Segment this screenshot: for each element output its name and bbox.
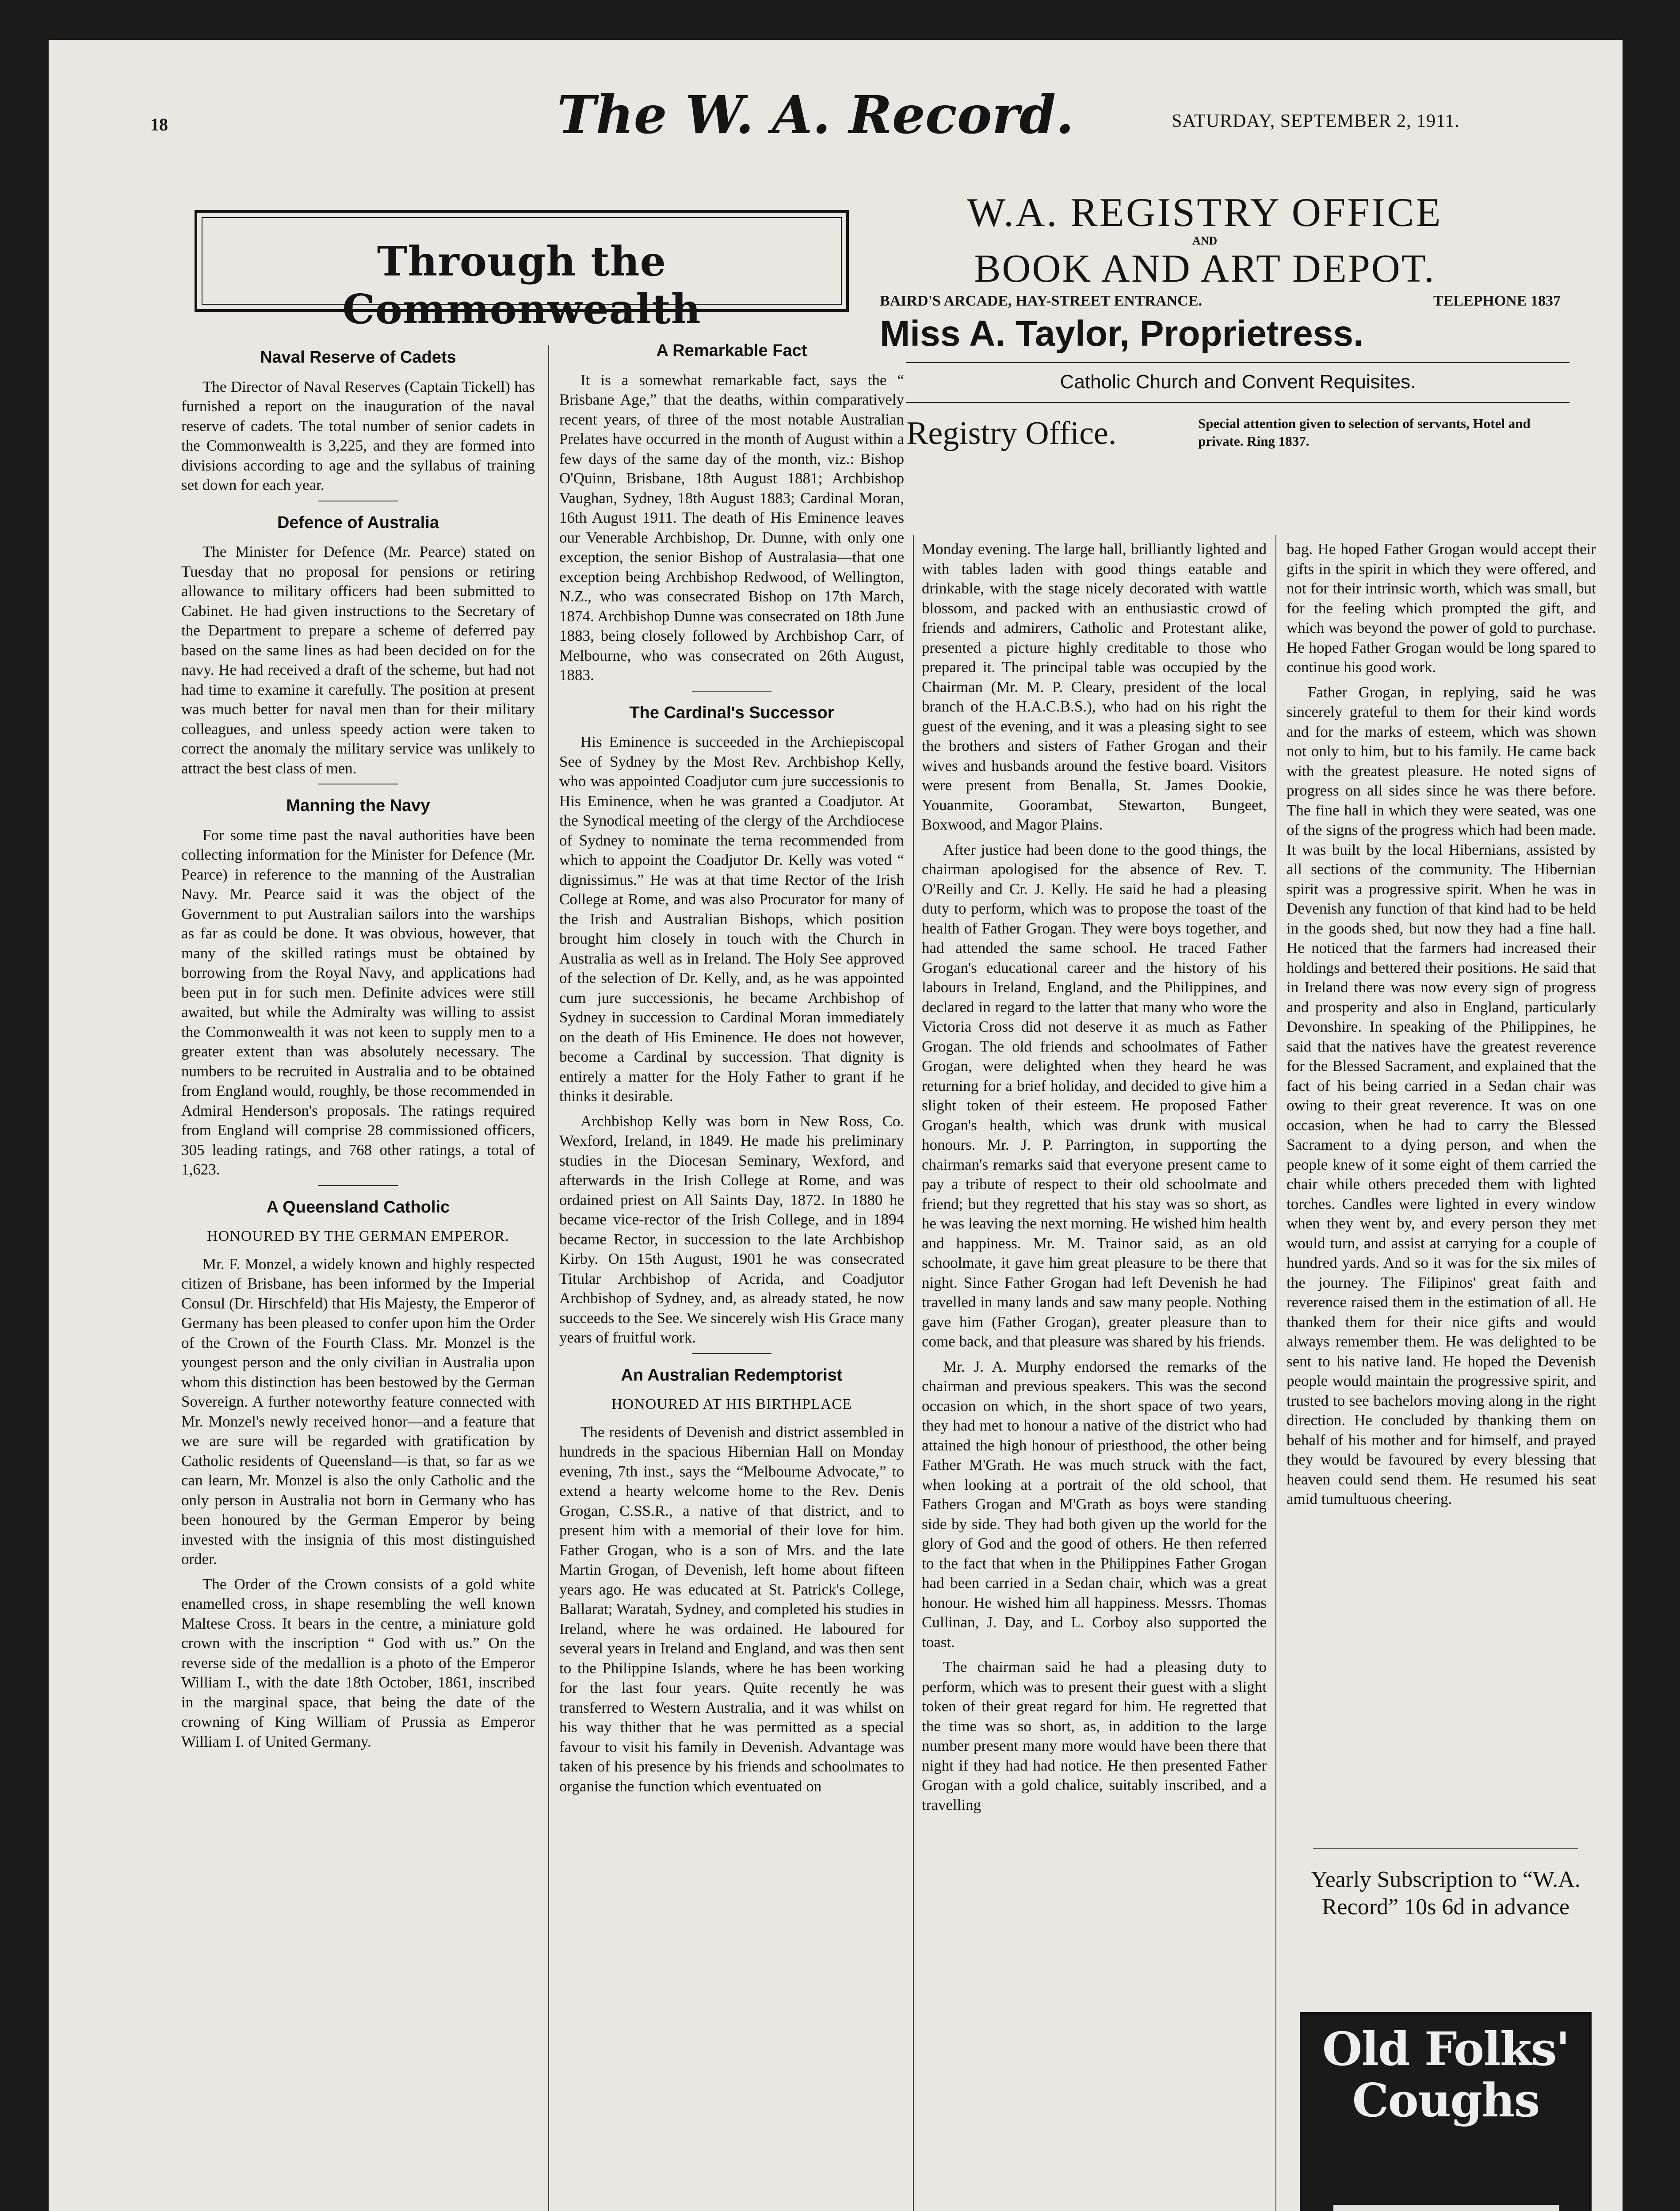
redemptorist-text: The residents of Devenish and district assembled in hundreds in the spacious Hibernian Hall on Monday evening, 7th inst., says the “Melbourne Advocate,” to extend a hearty welcome home to the Rev. Denis Grogan, C.SS.R., a native of that district, and to present him with a memorial of their love for him. Father Grogan, who is a son of Mrs. and the late Martin Grogan, of Devenish, left home about fifteen years ago. He was educated at St. Patrick's College, Ballarat; Waratah, Sydney, and completed his studies in Ireland, where he was ordained. He laboured for several years in Ireland and England, and was then sent to the Philippine Islands, where he has been working for the last four years. Quite recently he was transferred to Western Australia, and it was whilst on his way thither that he was permitted as a special favour to visit his family in Devenish. Advantage was taken of his presence by his friends and schoolmates to organise the function which eventuated on: [559, 1423, 904, 1795]
defence-text: The Minister for Defence (Mr. Pearce) stated on Tuesday that no proposal for pensions or retiring allowance to military officers had been submitted to Cabinet. He had given instructions to the Secretary of the Department to prepare a scheme of deferred pay based on the same lines as had been decided on for the navy. He had received a draft of the scheme, but had not had time to examine it carefully. The position at present was much better for naval men than for their military colleagues, and unless speedy action were taken to correct the anomaly the military service was unlikely to attract the best class of men.: [181, 543, 535, 777]
divider: [692, 691, 771, 692]
registry-address: BAIRD'S ARCADE, HAY-STREET ENTRANCE.: [880, 293, 1202, 309]
registry-telephone: TELEPHONE 1837: [1433, 293, 1561, 309]
column-rule-2: [913, 535, 914, 2211]
masthead-date: SATURDAY, SEPTEMBER 2, 1911.: [1172, 111, 1460, 131]
peps-body-panel: [1333, 2205, 1559, 2211]
column-4: [1287, 539, 1596, 1813]
queensland-text-1: Mr. F. Monzel, a widely known and highly respected citizen of Brisbane, has been informed by the Imperial Consul (Dr. Hirschfeld) that His Majesty, the Emperor of Germany has been pleased to confer upon him the Order of the Crown of the Fourth Class. Mr. Monzel is the youngest person and the only civilian in Australia upon whom this distinction has been bestowed by the German Sovereign. A further noteworthy feature connected with Mr. Monzel's newly received honor—and a feature that we are sure will be regarded with gratification by Catholic residents of Queensland—is that, so far as we can learn, Mr. Monzel is also the only Catholic and the only person in Australia not born in Germany who has been honoured by the German Emperor by being invested with the insignia of this most distinguished order.: [181, 1255, 535, 1568]
fact-heading: A Remarkable Fact: [656, 341, 807, 360]
subscription-rule: [1313, 1848, 1578, 1849]
column-3: [922, 539, 1267, 2211]
registry-office-note: Special attention given to selection of servants, Hotel and private. Ring 1837.: [1198, 416, 1531, 449]
section-banner-title: Through the Commonwealth: [342, 237, 701, 333]
registry-rule-1: [906, 362, 1569, 363]
queensland-subheading: HONOURED BY THE GERMAN EMPEROR.: [207, 1228, 509, 1244]
section-banner-box: [195, 210, 849, 333]
column-2: [559, 329, 904, 2211]
masthead-title: The W. A. Record.: [557, 84, 1074, 145]
col4-text-1: bag. He hoped Father Grogan would accept their gifts in the spirit in which they were offered, and not for their intrinsic worth, which was small, but for the feeling which prompted the gift, and which was beyond the power of gold to purchase. He hoped Father Grogan would be long spared to continue his good work.: [1287, 540, 1596, 676]
registry-requisites: Catholic Church and Convent Requisites.: [1060, 371, 1416, 393]
fact-text: It is a somewhat remarkable fact, says the “ Brisbane Age,” that the deaths, within comparatively recent years, of three of the most notable Australian Prelates have occurred in the month of August within a few days of the same day of the month, viz.: Bishop O'Quinn, Brisbane, 18th August 1881; Archbishop Vaughan, Sydney, 18th August 1883; Cardinal Moran, 16th August 1911. The death of His Eminence leaves our Venerable Archbishop, Dr. Dunne, with only one exception, the senior Bishop of Australasia—that one exception being Archbishop Redwood, of Wellington, N.Z., who was consecrated Bishop on 17th March, 1874. Archbishop Dunne was consecrated on 18th June 1883, being closely followed by Archbishop Carr, of Melbourne, who was consecrated on 26th August, 1883.: [559, 371, 904, 684]
naval-reserve-text: The Director of Naval Reserves (Captain Tickell) has furnished a report on the inauguration of the naval reserve of cadets. The total number of senior cadets in the Commonwealth is 3,225, and they are formed into divisions according to age and the syllabus of training set down for each year.: [181, 378, 535, 493]
divider: [318, 1185, 398, 1186]
registry-subtitle: BOOK AND ART DEPOT.: [974, 247, 1436, 291]
pine-tree-illustration: [1309, 2205, 1335, 2211]
queensland-heading: A Queensland Catholic: [266, 1197, 450, 1216]
page-number: 18: [150, 115, 168, 134]
column-rule-3: [1275, 535, 1276, 2211]
col3-text-3: Mr. J. A. Murphy endorsed the remarks of the chairman and previous speakers. This was the second occasion on which, in the short space of two years, they had met to honour a native of the district who had attained the high honour of priesthood, the other being Father M'Grath. He was much struck with the fact, when looking at a portrait of the old school, that Fathers Grogan and M'Grath as boys were standing side by side. They had both given up the world for the glory of God and the good of others. He then referred to the fact that when in the Philippines Father Grogan had been carried in a Sedan chair, which was a great honour. He wished him all happiness. Messrs. Thomas Cullinan, J. Day, and L. Corboy also supported the toast.: [922, 1358, 1267, 1651]
registry-title: W.A. REGISTRY OFFICE: [967, 190, 1443, 235]
navy-heading: Manning the Navy: [286, 796, 430, 815]
newspaper-page: [49, 40, 1623, 2211]
col3-text-1: Monday evening. The large hall, brilliantly lighted and with tables laden with good things eatable and drinkable, with the stage nicely decorated with wattle blossom, and packed with an enthusiastic crowd of friends and admirers, Catholic and Protestant alike, presented a picture highly creditable to those who prepared it. The principal table was occupied by the Chairman (Mr. M. P. Cleary, president of the local branch of the H.A.C.B.S.), who had on his right the guest of the evening, and it was a pleasing sight to see the brothers and sisters of Father Grogan and their wives and husbands around the festive board. Visitors were present from Benalla, St. James Dookie, Youanmite, Goorambat, Stewarton, Bungeet, Boxwood, and Magor Plains.: [922, 540, 1267, 833]
registry-proprietress: Miss A. Taylor, Proprietress.: [880, 314, 1363, 354]
navy-text: For some time past the naval authorities have been collecting information for the Minister for Defence (Mr. Pearce) in reference to the manning of the Australian Navy. Mr. Pearce said it was the object of the Government to put Australian sailors into the warships as far as could be done. It was obvious, however, that many of the skilled ratings must be obtained by borrowing from the Royal Navy, and applications had been put in for such men. Definite advices were still awaited, but while the Admiralty was willing to assist the Commonwealth it was not keen to supply men to a greater extent than was absolutely necessary. The numbers to be recruited in Australia and to be obtained from England would, roughly, be those recommended in Admiral Henderson's proposals. The ratings required from England will comprise 28 commissioned officers, 305 leading ratings, and 768 other ratings, a total of 1,623.: [181, 826, 535, 1178]
successor-heading: The Cardinal's Successor: [629, 703, 834, 722]
registry-office-label: Registry Office.: [906, 415, 1117, 451]
registry-and: AND: [1192, 234, 1218, 247]
peps-advert: [1300, 2012, 1592, 2211]
redemptorist-subheading: HONOURED AT HIS BIRTHPLACE: [611, 1396, 852, 1412]
col3-text-4: The chairman said he had a pleasing duty to perform, which was to present their guest with a slight token of their great regard for him. He regretted that the time was so short, as, in addition to the large number present many more would have been there that night if they had had notice. He then presented Father Grogan with a gold chalice, suitably inscribed, and a travelling: [922, 1658, 1267, 1813]
registry-rule-2: [906, 402, 1569, 403]
col4-text-2: Father Grogan, in replying, said he was sincerely grateful to them for their kind words and for the marks of esteem, which was shown not only to him, but to his family. He came back with the greatest pleasure. He noted signs of progress on all sides since he was there before. The fine hall in which they were seated, was one of the signs of the progress which had been made. It was built by the local Hibernians, assisted by all sections of the community. The Hibernian spirit was a progressive spirit. When he was in Devenish any function of that kind had to be held in the goods shed, but now they had a fine hall. He noticed that the farmers had increased their holdings and bettered their positions. He said that in Ireland there was now every sign of progress and prosperity and also in England, particularly Devonshire. In speaking of the Philippines, he said that the natives have the greatest reverence for the Blessed Sacrament, and explained that the fact of his being carried in a Sedan chair was owing to their great reverence. It was on one occasion, when he had to carry the Blessed Sacrament to a dying person, and when the people knew of it some eight of them carried the chair while others preceded them with lighted torches. Candles were lighted in every window when they went by, and every person they met would turn, and assist at carrying for a couple of hundred yards. And so it was for the six miles of the journey. The Filipinos' great faith and reverence raised them in the estimation of all. He thanked them for their nice gifts and would always remember them. He was delighted to be sent to his native land. He hoped the Devenish people would maintain the progressive spirit, and trusted to see bachelors moving along in the right direction. He concluded by thanking them on behalf of his mother and for himself, and prayed they would be favoured by every blessing that heaven could send them. He resumed his seat amid tumultuous cheering.: [1287, 683, 1596, 1507]
column-1: [181, 336, 535, 2211]
peps-headline: Old Folks' Coughs: [1322, 2022, 1569, 2127]
successor-text-1: His Eminence is succeeded in the Archiepiscopal See of Sydney by the Most Rev. Archbishop Kelly, who was appointed Coadjutor cum jure successionis to His Eminence, when he was granted a Coadjutor. At the Synodical meeting of the clergy of the Archdiocese of Sydney to nominate the terna recommended from which to appoint the Coadjutor Dr. Kelly was voted “ dignissimus.” He was at that time Rector of the Irish College at Rome, and was also Procurator for many of the Irish and Australian Bishops, which position brought him closely in touch with the Church in Australia as well as in Ireland. The Holy See approved of the selection of Dr. Kelly, and, as he was appointed cum jure successionis, he became Archbishop of Sydney in succession to Cardinal Moran immediately on the death of His Eminence. He does not however, become a Cardinal by succession. That dignity is entirely a matter for the Holy Father to grant if he thinks it desirable.: [559, 733, 904, 1105]
queensland-text-2: The Order of the Crown consists of a gold white enamelled cross, in shape resembling the well known Maltese Cross. It bears in the centre, a miniature gold crown with the inscription “ God with us.” On the reverse side of the medallion is a photo of the Emperor William I., with the date 18th October, 1861, inscribed in the marginal space, that being the date of the crowning of King William of Prussia as Emperor William I. of United Germany.: [181, 1575, 535, 1750]
redemptorist-heading: An Australian Redemptorist: [621, 1366, 843, 1385]
col3-text-2: After justice had been done to the good things, the chairman apologised for the absence of Rev. T. O'Reilly and Cr. J. Kelly. He said he had a pleasing duty to perform, which was to propose the toast of the health of Father Grogan. They were boys together, and had attended the same school. He traced Father Grogan's educational career and the history of his labours in Ireland, England, and the Philippines, and declared in regard to the latter that many who wore the Victoria Cross did not deserve it as much as Father Grogan. The old friends and schoolmates of Father Grogan, were delighted when they heard he was returning for a brief holiday, and decided to give him a slight token of their esteem. He proposed Father Grogan's health, which was drunk with musical honours. Mr. J. P. Parrington, in supporting the chairman's remarks said that everyone present came to pay a tribute of respect to their old schoolmate and friend; but they regretted that his stay was so short, as he was leaving the next morning. He wished him health and happiness. Mr. M. Trainor said, as an old schoolmate, it gave him great pleasure to be there that night. Since Father Grogan had left Devenish he had travelled in many lands and saw many people. Nothing gave him (Father Grogan), greater pleasure than to come back, and that pleasure was shared by his friends.: [922, 841, 1267, 1350]
divider: [692, 1353, 771, 1354]
defence-heading: Defence of Australia: [277, 513, 439, 532]
successor-text-2: Archbishop Kelly was born in New Ross, Co. Wexford, Ireland, in 1849. He made his preliminary studies in the Diocesan Seminary, Wexford, and afterwards in the Irish College at Rome, and was ordained priest on All Saints Day, 1872. In 1880 he became vice-rector of the Irish College, and in 1894 became Rector, in succession to the late Archbishop Kirby. On 15th August, 1901 he was consecrated Titular Archbishop of Acrida, and Coadjutor Archbishop of Sydney, and, as already stated, he now succeeds to the See. We sincerely wish His Grace many years of fruitful work.: [559, 1112, 904, 1346]
registry-advert: [880, 190, 1596, 509]
subscription-notice: Yearly Subscription to “W.A. Record” 10s 6d in advance: [1311, 1867, 1581, 1920]
naval-reserve-heading: Naval Reserve of Cadets: [260, 348, 456, 367]
column-rule-1: [548, 345, 549, 2211]
